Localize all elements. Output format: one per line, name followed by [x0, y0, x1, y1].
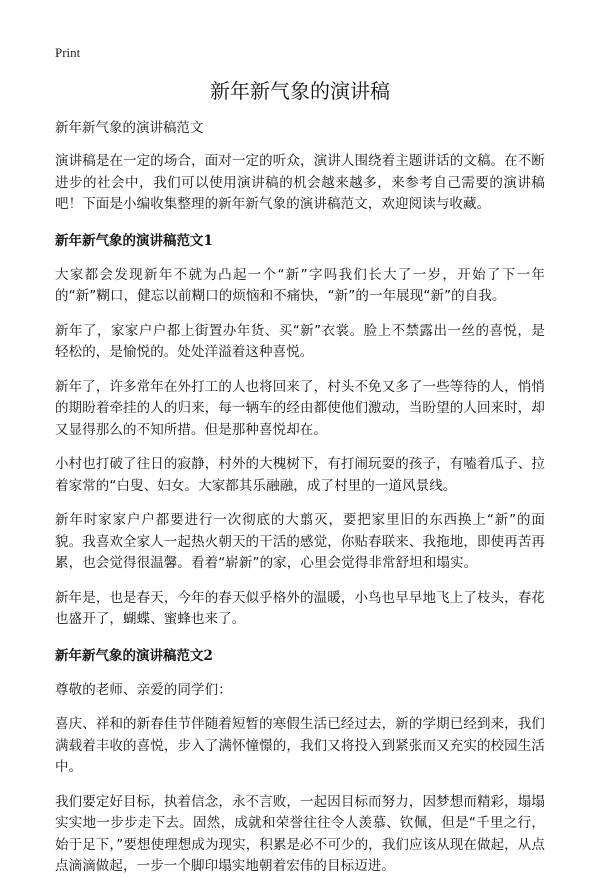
paragraph: 我们要定好目标，执着信念，永不言败，一起因目标而努力，因梦想而精彩，塌塌实实地一步步走下去。固然，成就和荣誉往往令人羡慕、钦佩，但是“千里之行，始于足下，”要想使理想成为现实，积累是必不可少的，我们应该从现在做起，从点点滴滴做起，一步一个脚印塌实地朝着宏伟的目标迈进。	[55, 793, 545, 874]
paragraph: 大家都会发现新年不就为凸起一个“新”字吗我们长大了一岁，开始了下一年的“新”糊口，健忘以前糊口的烦恼和不痛快，“新”的一年展现“新”的自我。	[55, 266, 545, 304]
paragraph: 新年了，许多常年在外打工的人也将回来了，村头不免又多了一些等待的人，悄悄的期盼着牵挂的人的归来，每一辆车的经由都使他们激动，当盼望的人回来时，却又显得那么的不知所措。但是那种喜悦却在。	[55, 378, 545, 438]
print-link[interactable]: Print	[55, 45, 81, 60]
paragraph: 新年时家家户户都要进行一次彻底的大翦灭，要把家里旧的东西换上“新”的面貌。我喜欢全家人一起热火朝天的干活的感觉，你贴春联来、我拖地，即使再苦再累，也会觉得很温馨。看着“崭新”的家，心里会觉得非常舒坦和塌实。	[55, 512, 545, 571]
paragraph: 新年了，家家户户都上街置办年货、买“新”衣裳。脸上不禁露出一丝的喜悦，是轻松的，是愉悦的。处处洋溢着这种喜悦。	[55, 322, 545, 360]
paragraph: 喜庆、祥和的新春佳节伴随着短暂的寒假生活已经过去，新的学期已经到来，我们满载着丰收的喜悦，步入了满怀憧憬的，我们又将投入到紧张而又充实的校园生活中。	[55, 716, 545, 775]
document-subtitle: 新年新气象的演讲稿范文	[55, 120, 204, 136]
document-title: 新年新气象的演讲稿	[210, 79, 390, 103]
section-1	[55, 230, 545, 631]
section-heading: 新年新气象的演讲稿范文2	[55, 647, 213, 664]
section-heading: 新年新气象的演讲稿范文1	[55, 232, 213, 249]
paragraph: 新年是，也是春天，今年的春天似乎格外的温暖，小鸟也早早地飞上了枝头，春花也盛开了，蝴蝶、蜜蜂也来了。	[55, 589, 545, 627]
paragraph: 小村也打破了往日的寂静，村外的大槐树下，有打闹玩耍的孩子，有嗑着瓜子、拉着家常的“白叟、妇女。大家都其乐融融，成了村里的一道风景线。	[55, 456, 545, 494]
intro-paragraph: 演讲稿是在一定的场合，面对一定的听众，演讲人围绕着主题讲话的文稿。在不断进步的社会中，我们可以使用演讲稿的机会越来越多，来参考自己需要的演讲稿吧！下面是小编收集整理的新年新气象的演讲稿范文，欢迎阅读与收藏。	[55, 153, 545, 212]
paragraph: 尊敬的老师、亲爱的同学们：	[55, 681, 232, 698]
section-2	[55, 645, 545, 878]
